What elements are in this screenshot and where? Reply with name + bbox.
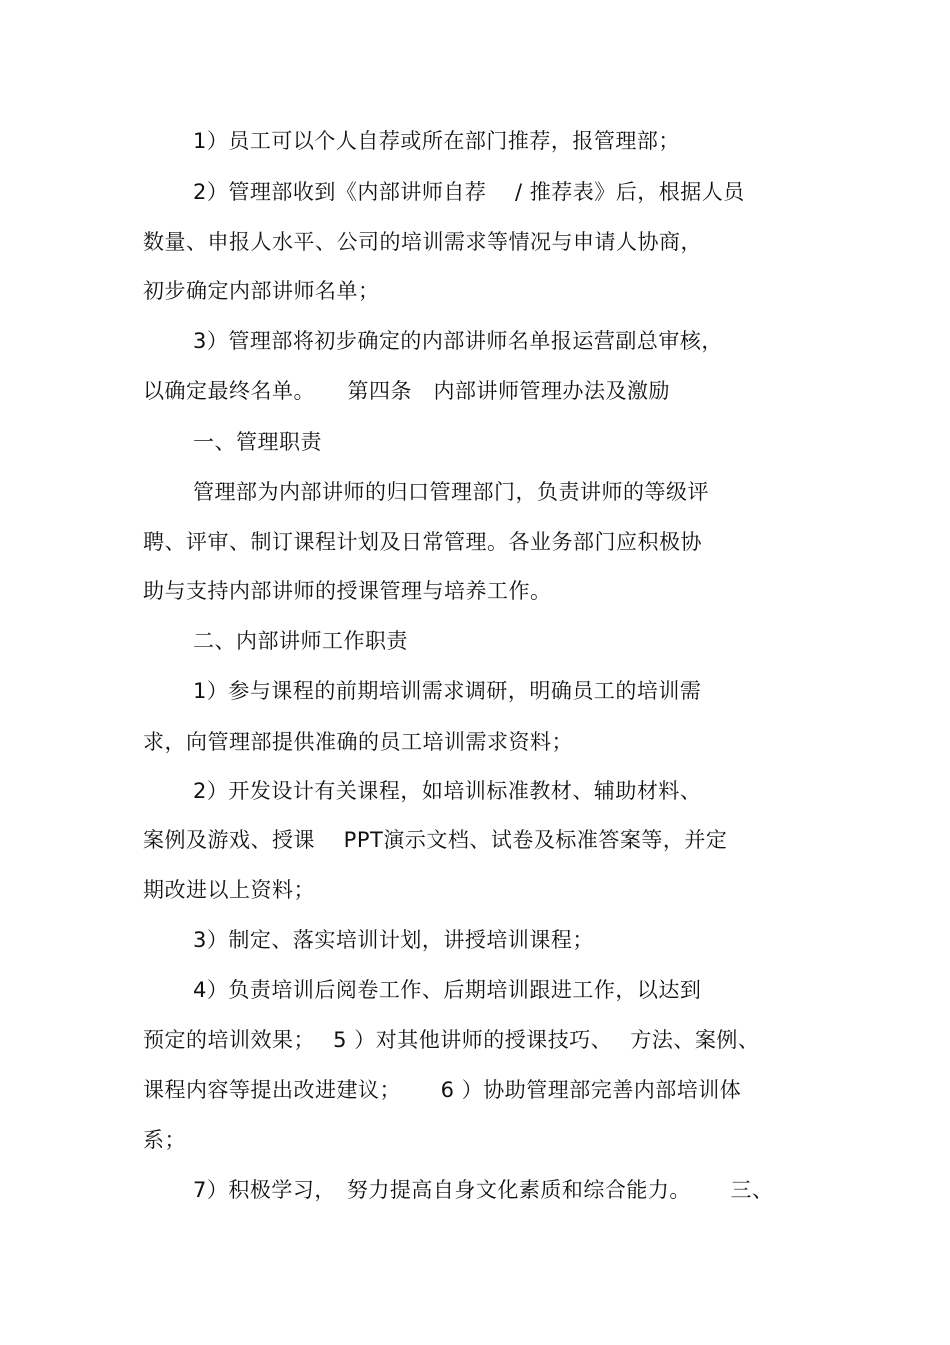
text-line: 以确定最终名单。 第四条 内部讲师管理办法及激励 <box>143 379 670 403</box>
text-line: 3）制定、落实培训计划，讲授培训课程； <box>193 928 594 952</box>
text-line: 2）管理部收到《内部讲师自荐 / 推荐表》后，根据人员 <box>193 180 745 204</box>
text-line: 助与支持内部讲师的授课管理与培养工作。 <box>143 579 552 603</box>
text-line: 初步确定内部讲师名单； <box>143 279 380 303</box>
text-line: 聘、评审、制订课程计划及日常管理。各业务部门应积极协 <box>143 530 702 554</box>
text-line: 管理部为内部讲师的归口管理部门，负责讲师的等级评 <box>193 480 709 504</box>
text-line: 预定的培训效果； 5 ）对其他讲师的授课技巧、 方法、案例、 <box>143 1028 760 1052</box>
text-line: 课程内容等提出改进建议； 6 ）协助管理部完善内部培训体 <box>143 1078 742 1102</box>
section-heading: 二、内部讲师工作职责 <box>193 629 408 653</box>
text-line: 4）负责培训后阅卷工作、后期培训跟进工作，以达到 <box>193 978 702 1002</box>
text-line: 1）参与课程的前期培训需求调研，明确员工的培训需 <box>193 679 702 703</box>
text-line: 7）积极学习， 努力提高自身文化素质和综合能力。 三、 <box>193 1178 774 1202</box>
text-line: 3）管理部将初步确定的内部讲师名单报运营副总审核， <box>193 329 723 353</box>
text-line: 2）开发设计有关课程，如培训标准教材、辅助材料、 <box>193 779 702 803</box>
section-heading: 一、管理职责 <box>193 430 322 454</box>
text-line: 系； <box>143 1128 186 1152</box>
text-line: 求，向管理部提供准确的员工培训需求资料； <box>143 730 573 754</box>
text-line: 期改进以上资料； <box>143 878 315 902</box>
text-line: 案例及游戏、授课 PPT演示文档、试卷及标准答案等，并定 <box>143 828 728 852</box>
text-line: 数量、申报人水平、公司的培训需求等情况与申请人协商， <box>143 230 702 254</box>
text-line: 1）员工可以个人自荐或所在部门推荐，报管理部； <box>193 129 680 153</box>
